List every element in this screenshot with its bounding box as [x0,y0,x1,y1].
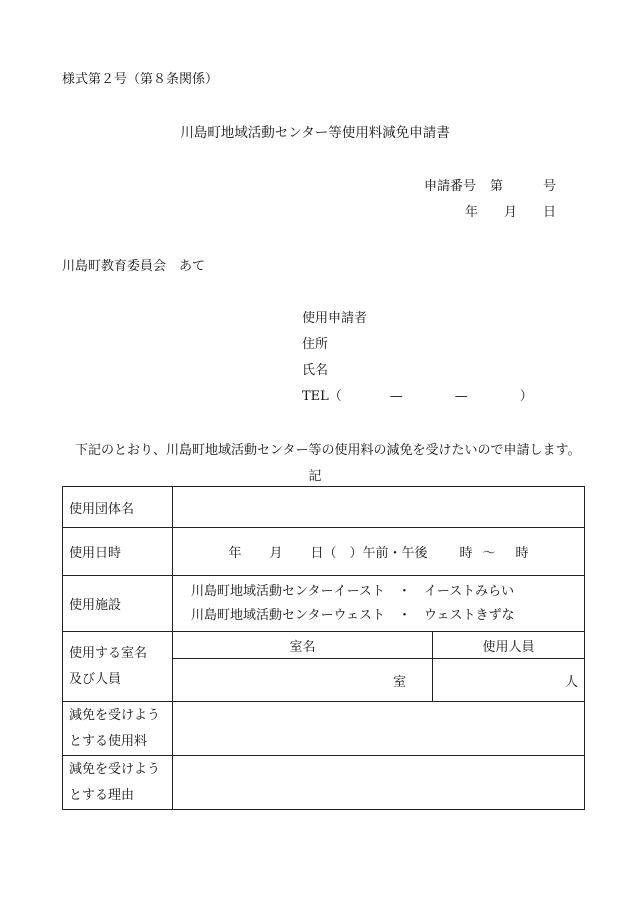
group-name-label: 使用団体名 [63,487,173,528]
application-number [424,175,556,194]
table-row-room-header [63,632,585,659]
facility-field[interactable] [173,576,585,632]
document-title: 川島町地域活動センター等使用料減免申請書 [180,125,450,141]
application-number-suffix: 号 [543,179,557,194]
date-year: 年 [465,205,479,220]
addressee: 川島町教育委員会 あて [62,259,206,274]
facility-east-option[interactable]: 川島町地域活動センターイースト ・ イーストみらい [191,583,515,599]
form-number: 様式第２号（第８条関係） [62,72,219,87]
fee-field[interactable] [173,702,585,756]
datetime-label: 使用日時 [63,528,173,576]
tel-dash-2: — [454,389,468,404]
people-field[interactable] [433,659,585,702]
room-label [63,632,173,702]
tel-label: TEL（ [302,389,342,404]
datetime-field[interactable] [173,528,585,576]
dt-hour2: 時 [515,546,529,561]
dt-day: 日 [310,546,324,561]
dt-tilde: ～ [482,546,496,561]
people-unit: 人 [564,674,578,690]
applicant-name-label: 氏名 [302,363,329,378]
room-name-header: 室名 [173,632,433,659]
dt-month: 月 [269,546,283,561]
reason-label-line-1: 減免を受けよう [69,761,161,777]
table-row-facility [63,576,585,632]
ki-heading: 記 [308,469,322,484]
application-table [62,486,585,810]
fee-label-line-2: とする使用料 [69,733,148,749]
facility-label: 使用施設 [63,576,173,632]
applicant-heading: 使用申請者 [302,311,368,326]
tel-dash-1: — [389,389,403,404]
table-row-group [63,487,585,528]
group-name-field[interactable] [173,487,585,528]
people-header: 使用人員 [433,632,585,659]
dt-ampm: 午前・午後 [362,546,428,561]
room-label-line-2: 及び人員 [69,671,122,687]
facility-west-option[interactable]: 川島町地域活動センターウェスト ・ ウェストきずな [191,607,515,623]
dt-paren: （ ） [323,546,363,561]
room-unit: 室 [392,674,406,690]
table-row-datetime [63,528,585,576]
tel-close: ） [519,389,533,404]
fee-label-line-1: 減免を受けよう [69,707,161,723]
application-date [465,201,556,220]
application-number-prefix: 第 [490,179,504,194]
application-number-label: 申請番号 [424,179,477,194]
table-row-fee [63,702,585,756]
reason-field[interactable] [173,756,585,810]
room-name-field[interactable] [173,659,433,702]
dt-hour: 時 [459,546,473,561]
applicant-tel [302,385,533,404]
date-month: 月 [504,205,518,220]
table-row-reason [63,756,585,810]
room-label-line-1: 使用する室名 [69,645,148,661]
dt-year: 年 [228,546,242,561]
reason-label [63,756,173,810]
date-day: 日 [543,205,557,220]
fee-label [63,702,173,756]
applicant-address-label: 住所 [302,337,329,352]
reason-label-line-2: とする理由 [69,787,135,803]
intro-text: 下記のとおり、川島町地域活動センター等の使用料の減免を受けたいので申請します。 [75,443,581,458]
